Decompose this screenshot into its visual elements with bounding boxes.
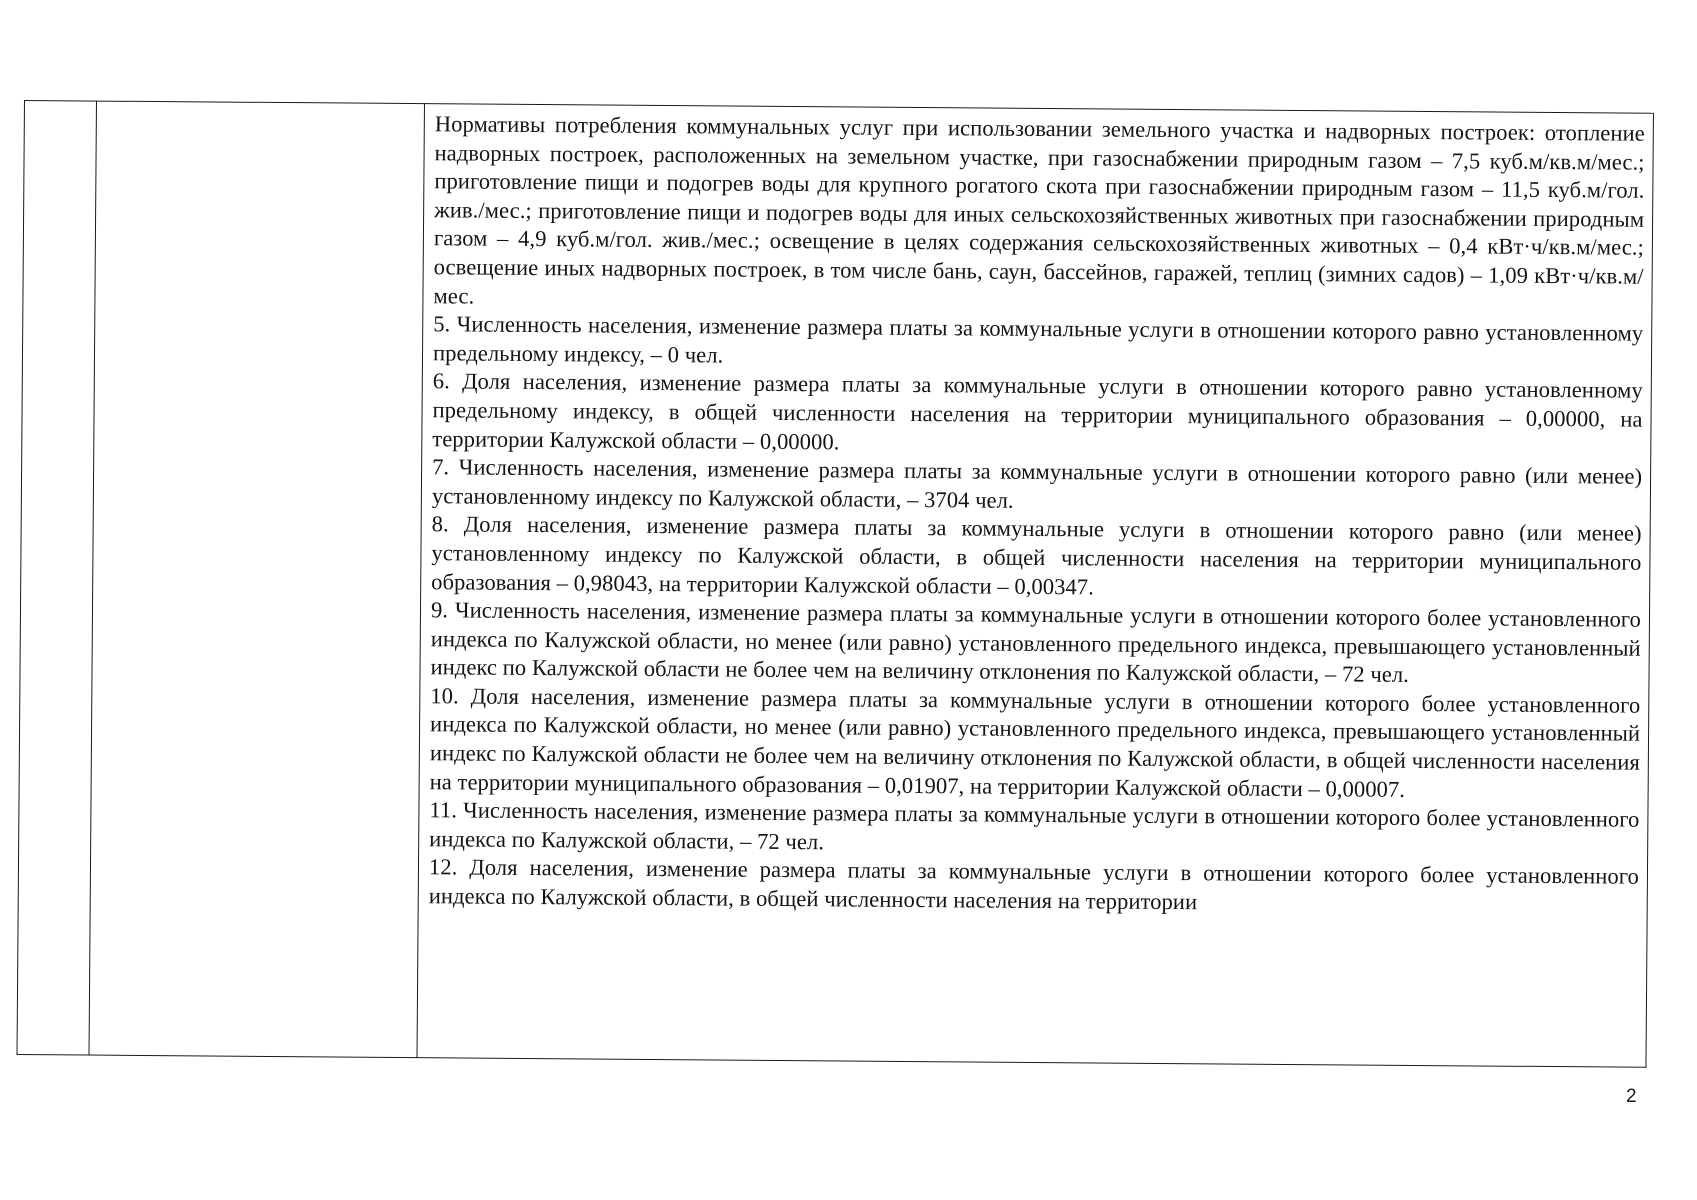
paragraph-8: 8. Доля населения, изменение размера платы за коммунальные услуги в отношении которого равно (или менее) установленному индексу по Калужской области, в общей численности населения на территории муниципального образования – 0,98043, на территории Калужской области – 0,00347. [431,511,1642,599]
paragraph-6: 6. Доля населения, изменение размера платы за коммунальные услуги в отношении которого равно установленному предельному индексу, в общей численности населения на территории муниципального образования – 0,00000, на территории Калужской области – 0,00000. [432,368,1643,454]
paragraph-10: 10. Доля населения, изменение размера платы за коммунальные услуги в отношении которого более установленного индекса по Калужской области, но менее (или равно) установленного предельного индекса, превышающего установленный индекс по Калужской области не более чем на величину отклонения по Калужской области, в общей численности населения на территории муниципального образования – 0,01907, на территории Калужской области – 0,00007. [429,683,1641,802]
paragraph-norms: Нормативы потребления коммунальных услуг при использовании земельного участка и надворных построек: отопление надворных построек, расположенных на земельном участке, при газоснабжении природным газом – 7,5 куб.м/кв.м/мес.; приготовление пищи и подогрев воды для крупного рогатого скота при газоснабжении природным газом – 11,5 куб.м/гол. жив./мес.; приготовление пищи и подогрев воды для иных сельскохозяйственных животных при газоснабжении природным газом – 4,9 куб.м/гол. жив./мес.; освещение в целях содержания сельскохозяйственных животных – 0,4 кВт·ч/кв.м/мес.; освещение иных надворных построек, в том числе бань, саун, бассейнов, гаражей, теплиц (зимних садов) – 1,09 кВт·ч/кв.м/мес. [433,111,1645,309]
paragraph-11: 11. Численность населения, изменение размера платы за коммунальные услуги в отношении которого более установленного индекса по Калужской области, – 72 чел. [429,797,1640,855]
paragraph-5: 5. Численность населения, изменение размера платы за коммунальные услуги в отношении которого равно установленному предельному индексу, – 0 чел. [432,311,1644,368]
page-number: 2 [1626,1086,1637,1107]
paragraph-12: 12. Доля населения, изменение размера платы за коммунальные услуги в отношении которого более установленного индекса по Калужской области, в общей численности населения на территории [428,854,1640,915]
table-row [17,101,1653,1068]
paragraph-9: 9. Численность населения, изменение размера платы за коммунальные услуги в отношении которого более установленного индекса по Калужской области, но менее (или равно) установленного предельного индекса, превышающего установленный индекс по Калужской области не более чем на величину отклонения по Калужской области, – 72 чел. [430,597,1642,688]
table-cell-content [417,104,1653,1068]
table-cell-name [89,101,424,1058]
paragraph-7: 7. Численность населения, изменение размера платы за коммунальные услуги в отношении которого равно (или менее) установленному индексу по Калужской области, – 3704 чел. [431,454,1643,513]
document-table [16,100,1653,1068]
cell-text-block [419,104,1653,920]
table-cell-number [17,101,96,1056]
